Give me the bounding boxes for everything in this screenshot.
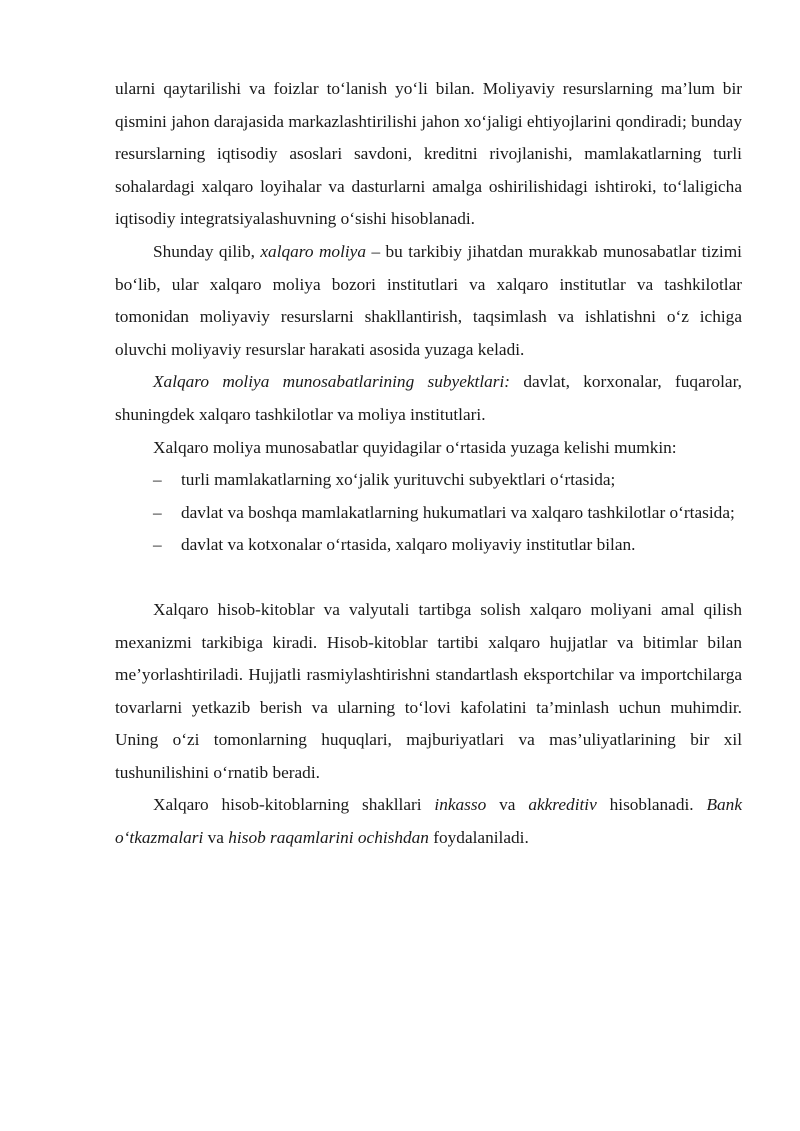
list-item-text: davlat va boshqa mamlakatlarning hukumatlari va xalqaro tashkilotlar o‘rtasida; [181, 502, 735, 522]
term-bank-otkazmalari: Bank o‘tkazmalari [115, 795, 742, 848]
list-item [115, 497, 742, 530]
paragraph-2 [115, 236, 742, 366]
paragraph-2-rest: – bu tarkibiy jihatdan murakkab munosabatlar tizimi bo‘lib, ular xalqaro moliya bozori institutlari va xalqaro institutlar va tashkilotlar tomonidan moliyaviy resurslarni shakllantirish, taqsimlash va ishlatishni o‘z ichiga oluvchi moliyaviy resurslar harakati asosida yuzaga keladi. [115, 241, 742, 359]
paragraph-3 [115, 366, 742, 431]
list-item-text: davlat va kotxonalar o‘rtasida, xalqaro moliyaviy institutlar bilan. [181, 535, 636, 555]
list-item [115, 529, 742, 562]
paragraph-gap [115, 562, 742, 594]
paragraph-6-i: foydalaniladi. [428, 828, 529, 848]
paragraph-4: Xalqaro moliya munosabatlar quyidagilar o‘rtasida yuzaga kelishi mumkin: [153, 437, 677, 457]
list-dash: – [153, 470, 162, 490]
paragraph-2-start: Shunday qilib, [153, 241, 261, 261]
paragraph-6-c: va [486, 795, 529, 815]
term-subyektlar: Xalqaro moliya munosabatlarining subyektlari: [153, 372, 511, 392]
paragraph-6-g: va [203, 828, 229, 848]
term-inkasso: inkasso [434, 795, 487, 815]
paragraph-6 [115, 789, 742, 854]
paragraph-5: Xalqaro hisob-kitoblar va valyutali tartibga solish xalqaro moliyani amal qilish mexanizmi tarkibiga kiradi. Hisob-kitoblar tartibi xalqaro hujjatlar va bitimlar bilan me’yorlashtiriladi. Hujjatli rasmiylashtirishni standartlash eksportchilar va importchilarga tovarlarni yetkazib berish va ularning to‘lovi kafolatini ta’minlash uchun muhimdir. Uning o‘zi tomonlarning huquqlari, majburiyatlari va mas’uliyatlarining bir xil tushunilishini o‘rnatib beradi. [115, 599, 742, 782]
list-dash: – [153, 502, 162, 522]
list-dash: – [153, 535, 162, 555]
list-item [115, 464, 742, 497]
paragraph-3-rest: davlat, korxonalar, fuqarolar, shuningdek xalqaro tashkilotlar va moliya institutlari. [115, 372, 742, 424]
paragraph-1: ularni qaytarilishi va foizlar to‘lanish yo‘li bilan. Moliyaviy resurslarning ma’lum bir qismini jahon darajasida markazlashtirilishi jahon xo‘jaligi ehtiyojlarini qondiradi; bunday resurslarning iqtisodiy asoslari savdoni, kreditni rivojlanishi, mamlakatlarning turli sohalardagi xalqaro loyihalar va dasturlarni amalga oshirilishidagi ishtiroki, to‘laligicha iqtisodiy integratsiyalashuvning o‘sishi hisoblanadi. [115, 79, 742, 229]
term-hisob-raqamlari: hisob raqamlarini ochishdan [228, 828, 429, 848]
term-akkreditiv: akkreditiv [528, 795, 597, 815]
term-xalqaro-moliya: xalqaro moliya [260, 241, 366, 261]
paragraph-6-a: Xalqaro hisob-kitoblarning shakllari [153, 795, 435, 815]
document-page [115, 73, 742, 855]
list-item-text: turli mamlakatlarning xo‘jalik yurituvchi subyektlari o‘rtasida; [181, 470, 616, 490]
paragraph-6-e: hisoblanadi. [596, 795, 707, 815]
